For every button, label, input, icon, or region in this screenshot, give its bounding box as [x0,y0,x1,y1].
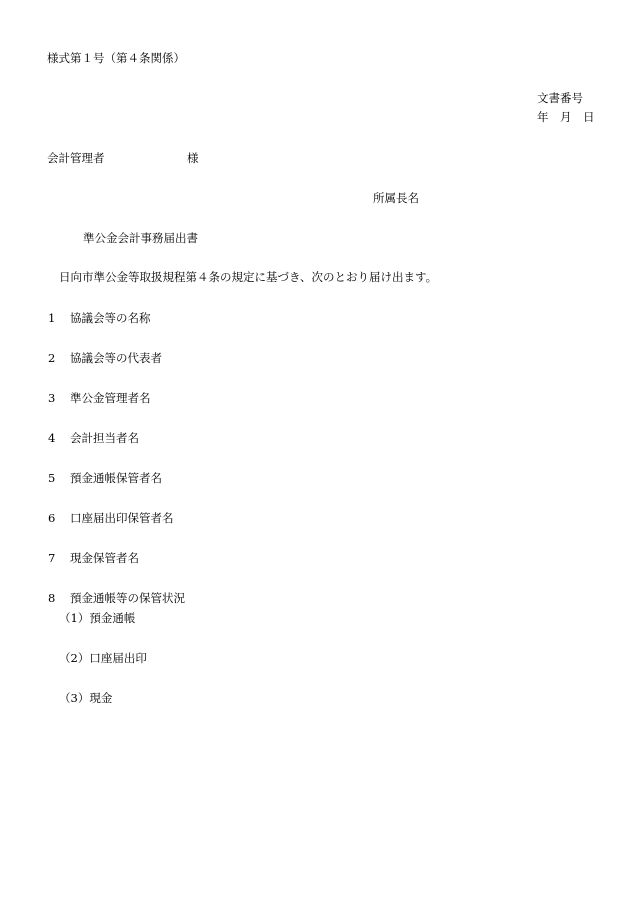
sender-label: 所属長名 [373,191,419,205]
item-label: 預金通帳保管者名 [70,471,162,485]
item-number: 1 [48,311,56,325]
addressee-honorific: 様 [187,151,199,165]
item-number: 8 [48,591,56,605]
list-item [48,311,151,325]
list-item [48,551,139,565]
list-item [48,391,151,405]
item-label: 口座届出印保管者名 [70,511,174,525]
item-label: 会計担当者名 [70,431,139,445]
intro-text: 日向市準公金等取扱規程第４条の規定に基づき、次のとおり届け出ます。 [59,270,438,284]
item-label: 協議会等の代表者 [70,351,162,365]
sub-item: （3）現金 [59,691,113,705]
document-title: 準公金会計事務届出書 [83,231,198,245]
item-number: 6 [48,511,56,525]
list-item [48,431,139,445]
addressee-title: 会計管理者 [47,151,105,165]
item-number: 5 [48,471,56,485]
list-item [48,351,162,365]
item-label: 協議会等の名称 [70,311,151,325]
item-label: 準公金管理者名 [70,391,151,405]
item-label: 預金通帳等の保管状況 [70,591,185,605]
list-item [48,591,185,605]
form-id: 様式第１号（第４条関係） [47,51,185,65]
sub-item: （2）口座届出印 [59,651,147,665]
item-number: 3 [48,391,56,405]
item-label: 現金保管者名 [70,551,139,565]
list-item [48,471,162,485]
item-number: 7 [48,551,56,565]
item-number: 4 [48,431,56,445]
list-item [48,511,174,525]
sub-item: （1）預金通帳 [59,611,136,625]
date-label: 年 月 日 [537,110,595,124]
item-number: 2 [48,351,56,365]
document-number-label: 文書番号 [537,91,583,105]
